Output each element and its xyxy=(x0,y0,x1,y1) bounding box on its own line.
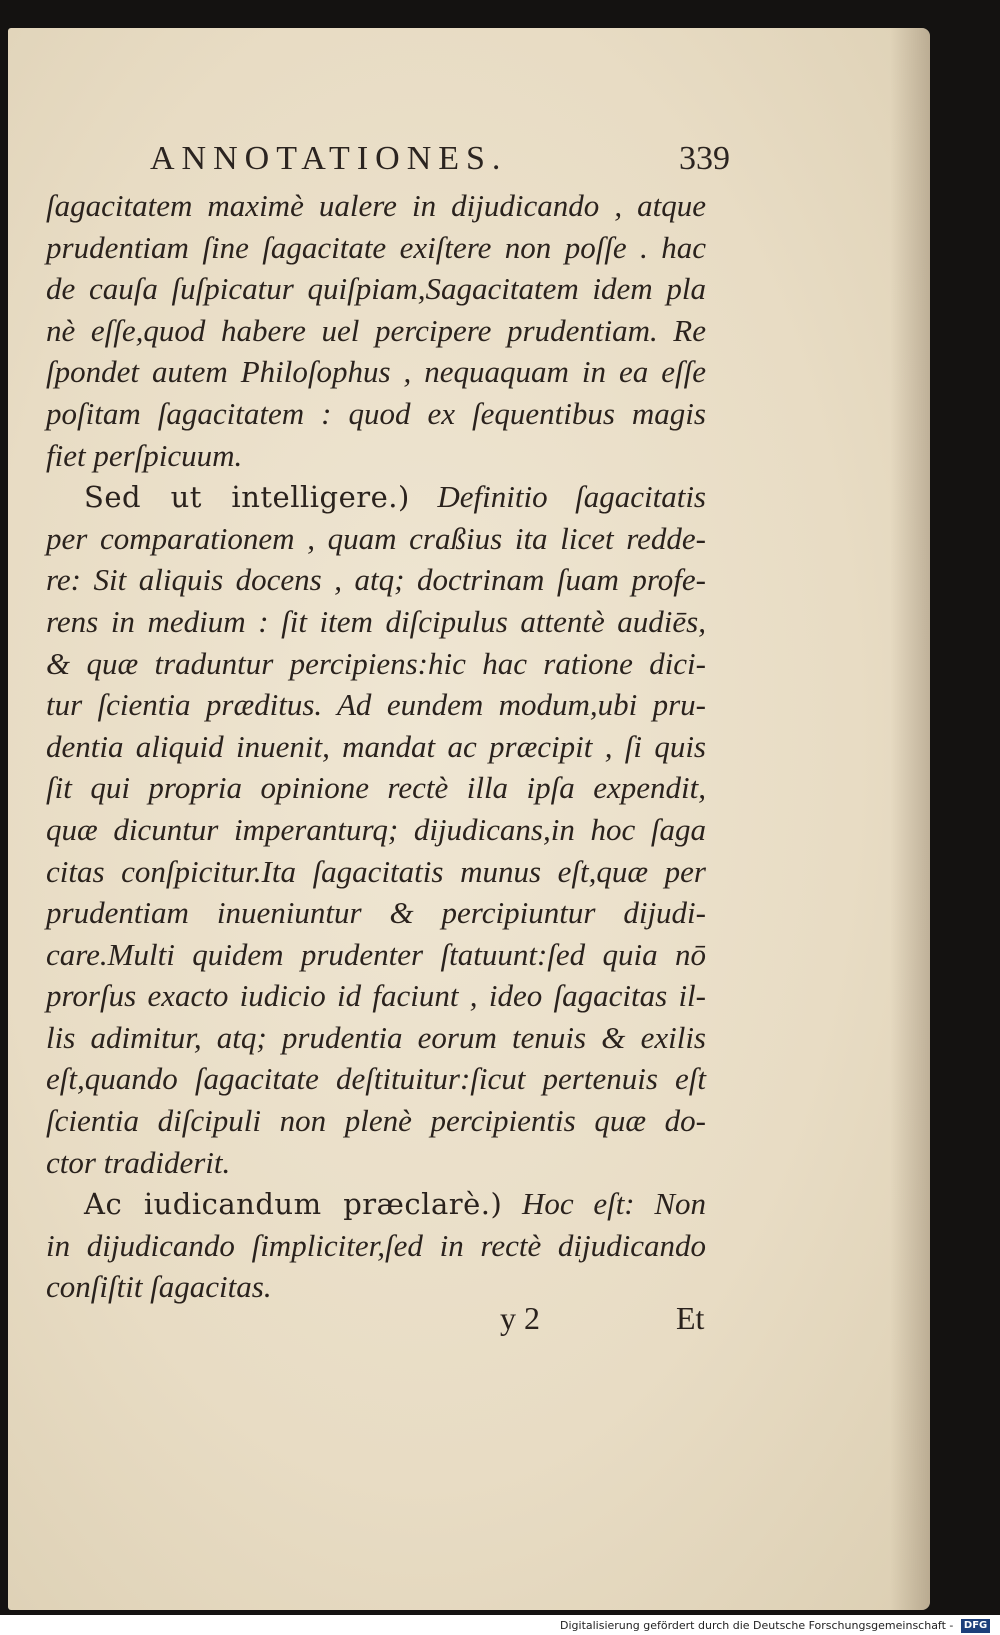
text-line: re: Sit aliquis docens , atq; doctrinam ſuam profe- xyxy=(46,562,706,598)
text-line: dentia aliquid inuenit, mandat ac præcipit , ſi quis xyxy=(46,728,706,764)
lemma-heading: Sed ut intelligere.) xyxy=(84,480,410,515)
text-line: poſitam ſagacitatem : quod ex ſequentibus magis xyxy=(46,395,706,431)
text-line: conſiſtit ſagacitas. xyxy=(46,1269,272,1305)
text-line: de cauſa ſuſpicatur quiſpiam,Sagacitatem idem pla xyxy=(46,271,706,307)
text-line: ſagacitatem maximè ualere in dijudicando , atque xyxy=(46,188,706,223)
text-line: eſt,quando ſagacitate deſtituitur:ſicut pertenuis eſt xyxy=(46,1061,706,1097)
paragraph-start-line xyxy=(46,1183,706,1225)
text-line: & quæ traduntur percipiens:hic hac ratione dici- xyxy=(46,645,706,681)
paragraph-start-line xyxy=(46,476,706,518)
text-line: in dijudicando ſimpliciter,ſed in rectè dijudicando xyxy=(46,1227,706,1263)
text-line: citas conſpicitur.Ita ſagacitatis munus eſt,quæ per xyxy=(46,853,706,889)
digitization-credit xyxy=(560,1617,990,1635)
text-line: per comparationem , quam craßius ita licet redde- xyxy=(46,520,706,556)
catchword: Et xyxy=(676,1300,705,1336)
text-line: fiet perſpicuum. xyxy=(46,437,243,473)
text-line: ctor tradiderit. xyxy=(46,1144,231,1180)
page-edge-shadow xyxy=(890,28,930,1610)
running-head xyxy=(130,140,730,190)
text-line: prorſus exacto iudicio id faciunt , ideo ſagacitas il- xyxy=(46,978,706,1014)
text-fragment: Definitio ſagacitatis xyxy=(437,479,706,515)
running-head-title: ANNOTATIONES. xyxy=(150,140,508,177)
signature-mark: y 2 xyxy=(500,1300,540,1336)
text-line: tur ſcientia præditus. Ad eundem modum,ubi pru- xyxy=(46,687,706,723)
text-line: prudentiam inueniuntur & percipiuntur dijudi- xyxy=(46,895,706,931)
body-text xyxy=(46,185,706,1308)
page-number: 339 xyxy=(679,140,730,177)
lemma-heading: Ac iudicandum præclarè.) xyxy=(84,1187,503,1222)
text-line: rens in medium : ſit item diſcipulus attentè audiēs, xyxy=(46,603,706,639)
text-line: quæ dicuntur imperanturq; dijudicans,in hoc ſaga xyxy=(46,811,706,847)
text-line: ſit qui propria opinione rectè illa ipſa expendit, xyxy=(46,770,706,806)
text-line: prudentiam ſine ſagacitate exiſtere non poſſe . hac xyxy=(46,229,706,265)
text-line: care.Multi quidem prudenter ſtatuunt:ſed quia nō xyxy=(46,936,706,972)
credit-text: Digitalisierung gefördert durch die Deutsche Forschungsgemeinschaft - xyxy=(560,1619,954,1632)
text-line: nè eſſe,quod habere uel percipere prudentiam. Re xyxy=(46,312,706,348)
text-fragment: Hoc eſt: Non xyxy=(521,1186,706,1222)
text-line: lis adimitur, atq; prudentia eorum tenuis & exilis xyxy=(46,1019,706,1055)
text-line: ſpondet autem Philoſophus , nequaquam in ea eſſe xyxy=(46,354,706,390)
text-line: ſcientia diſcipuli non plenè percipientis quæ do- xyxy=(46,1103,706,1139)
dfg-logo: DFG xyxy=(961,1619,990,1633)
